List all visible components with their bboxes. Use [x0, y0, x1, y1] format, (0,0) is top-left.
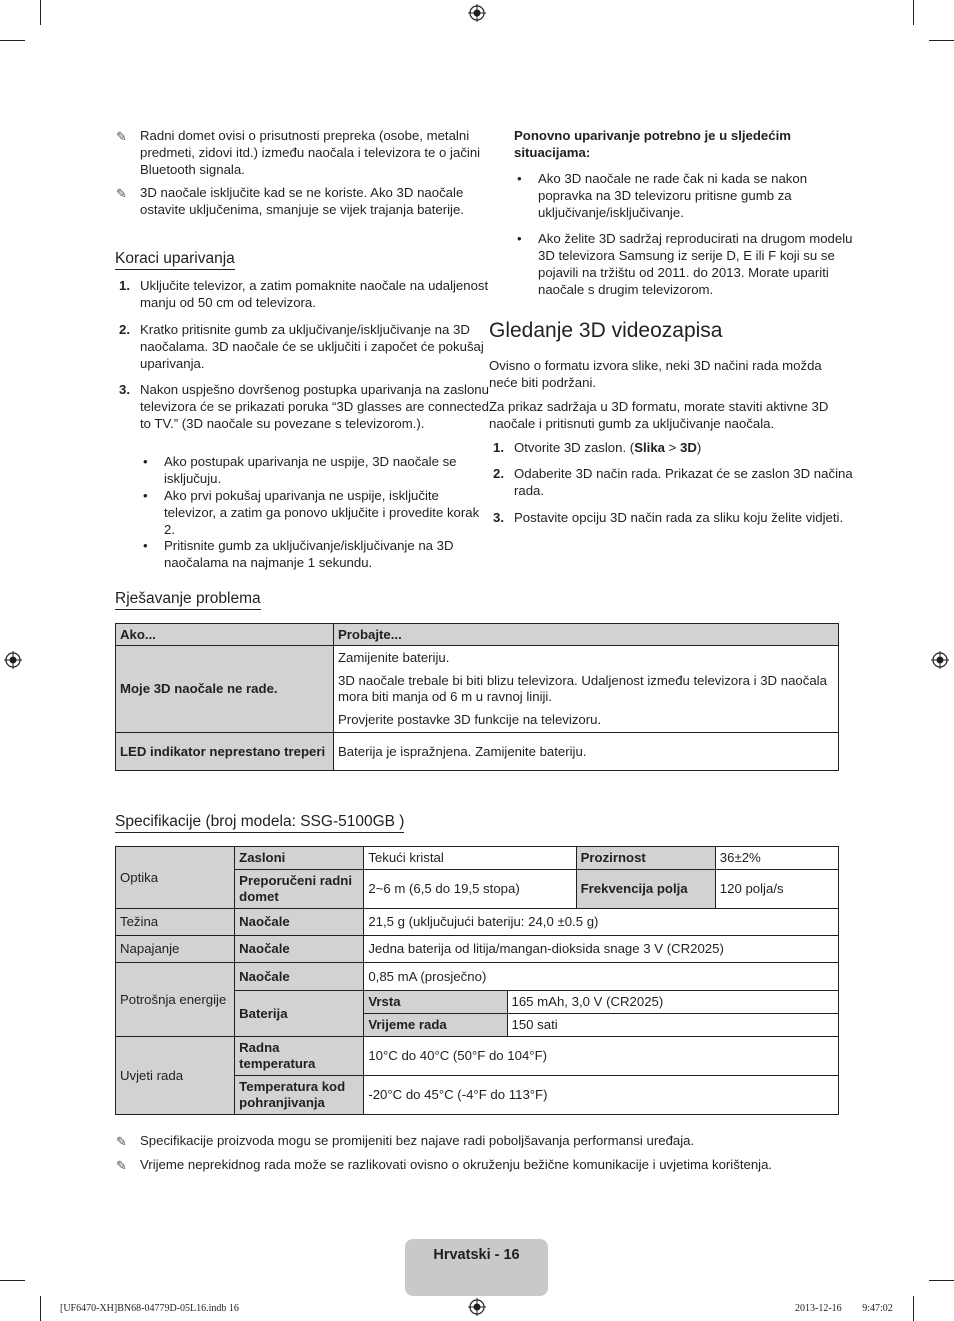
spec-label: Zasloni [235, 847, 364, 870]
spec-category: Uvjeti rada [116, 1037, 235, 1115]
registration-mark-icon [4, 651, 22, 669]
crop-mark [913, 1296, 914, 1321]
crop-mark [0, 40, 25, 41]
print-slug-right: 2013-12-16 ￿￿ 9:47:02 [795, 1303, 893, 1314]
crop-mark [913, 0, 914, 25]
solution-cell: Zamijenite bateriju. 3D naočale trebale bi biti blizu televizora. Udaljenost između televizora i 3D naočala mora biti manja od 6 m u ravnoj liniji. Provjerite postavke 3D funkcije na televizoru. [334, 646, 839, 733]
bullet-text: Ako postupak uparivanja ne uspije, 3D naočale se isključuju. [164, 454, 457, 486]
step-number: 2. [119, 322, 130, 337]
watching-paragraph: Za prikaz sadržaja u 3D formatu, morate staviti aktivne 3D naočale i pritisnuti gumb za uključivanje naočala. [489, 399, 829, 431]
watching-step [489, 509, 864, 526]
spec-label: Prozirnost [576, 847, 715, 870]
print-slug-left: [UF6470-XH]BN68-04779D-05L16.indb 16 [60, 1303, 239, 1314]
pairing-step [115, 277, 490, 311]
step-text: Nakon uspješno dovršenog postupka uparivanja na zaslonu televizora će se prikazati poruka “3D glasses are connected to TV.” (3D naočale su povezane s televizorom.). [140, 382, 489, 431]
solution-cell: Baterija je ispražnjena. Zamijenite bateriju. [334, 733, 839, 771]
note-text: Vrijeme neprekidnog rada može se razlikovati ovisno o okruženju bežične komunikacije i uvjetima korištenja. [140, 1157, 773, 1172]
menu-slika: Slika [634, 440, 665, 455]
section-title-pairing: Koraci uparivanja [115, 249, 235, 270]
spec-sublabel: Vrijeme rada [364, 1014, 507, 1037]
spec-value: 21,5 g (uključujući bateriju: 24,0 ±0.5 g) [364, 909, 839, 936]
pairing-step [115, 381, 490, 432]
crop-mark [40, 0, 41, 25]
spec-label: Frekvencija polja [576, 870, 715, 909]
repair-heading: Ponovno uparivanje potrebno je u sljedećim situacijama: [514, 128, 791, 160]
spec-value: 10°C do 40°C (50°F do 104°F) [364, 1037, 839, 1076]
section-title-specs: Specifikacije (broj modela: SSG-5100GB ) [115, 812, 404, 833]
registration-mark-icon [468, 1298, 486, 1316]
spec-value: Tekući kristal [364, 847, 576, 870]
note-text: Radni domet ovisi o prisutnosti prepreka (osobe, metalni predmeti, zidovi itd.) između naočala i televizora te o jačini Bluetooth signala. [140, 128, 481, 177]
note-item [116, 1132, 860, 1149]
spec-label: Naočale [235, 936, 364, 963]
repair-bullet: • Ako 3D naočale ne rade čak ni kada se nakon popravka na 3D televizoru pritisne gumb za uključivanje/isključivanje. [517, 171, 808, 220]
step-text: Uključite televizor, a zatim pomaknite naočale na udaljenost manju od 50 cm od televizora. [140, 278, 489, 310]
spec-label: Naočale [235, 963, 364, 991]
spec-value: 2~6 m (6,5 do 19,5 stopa) [364, 870, 576, 909]
repair-bullet: • Ako želite 3D sadržaj reproducirati na drugom modelu 3D televizora Samsung iz serije D, E ili F koji su se pojavili na tržištu od 2011. do 2013. Morate upariti naočale s drugim televizorom. [517, 231, 853, 297]
pairing-bullet: • Ako postupak uparivanja ne uspije, 3D naočale se isključuju. [143, 454, 457, 486]
crop-mark [0, 1280, 25, 1281]
note-text: Specifikacije proizvoda mogu se promijeniti bez najave radi poboljšavanja performansi uređaja. [140, 1133, 695, 1148]
spec-category: Napajanje [116, 936, 235, 963]
step-text: Odaberite 3D način rada. Prikazat će se zaslon 3D načina rada. [514, 466, 853, 498]
spec-value: Jedna baterija od litija/mangan-dioksida snage 3 V (CR2025) [364, 936, 839, 963]
spec-value: 165 mAh, 3,0 V (CR2025) [507, 991, 838, 1014]
crop-mark [929, 40, 954, 41]
bullet-text: Ako želite 3D sadržaj reproducirati na drugom modelu 3D televizora Samsung iz serije D, E ili F koji su se pojavili na tržištu od 2011. do 2013. Morate upariti naočale s drugim televizorom. [538, 231, 853, 297]
note-item [116, 127, 490, 178]
pencil-note-icon: ✎ [116, 186, 127, 201]
registration-mark-icon [931, 651, 949, 669]
pairing-bullet: • Ako prvi pokušaj uparivanja ne uspije, isključite televizor, a zatim ga ponovo uključite i provedite korak 2. [143, 488, 480, 537]
note-item [116, 184, 490, 218]
spec-label: Temperatura kod pohranjivanja [235, 1076, 364, 1115]
page-number-tab [405, 1239, 548, 1296]
step-number: 2. [493, 466, 504, 481]
note-text: 3D naočale isključite kad se ne koriste. Ako 3D naočale ostavite uključenima, smanjuje se vijek trajanja baterije. [140, 185, 464, 217]
spec-category: Težina [116, 909, 235, 936]
pairing-bullet: • Pritisnite gumb za uključivanje/isključivanje na 3D naočalama na najmanje 1 sekundu. [143, 538, 454, 570]
crop-mark [40, 1296, 41, 1321]
spec-label: Radna temperatura [235, 1037, 364, 1076]
spec-value: 36±2% [715, 847, 838, 870]
step-number: 1. [119, 278, 130, 293]
crop-mark [929, 1280, 954, 1281]
section-title-troubleshoot: Rješavanje problema [115, 589, 261, 610]
spec-value: 150 sati [507, 1014, 838, 1037]
problem-cell: LED indikator neprestano treperi [116, 733, 334, 771]
page-label: Hrvatski - 16 [433, 1247, 520, 1263]
troubleshoot-table [115, 623, 839, 771]
pencil-note-icon: ✎ [116, 1158, 127, 1173]
note-item [116, 1156, 860, 1173]
step-number: 3. [119, 382, 130, 397]
spec-category: Optika [116, 847, 235, 909]
watching-step [489, 465, 864, 499]
bullet-text: Ako 3D naočale ne rade čak ni kada se nakon popravka na 3D televizoru pritisne gumb za uključivanje/isključivanje. [538, 171, 808, 220]
spec-label: Baterija [235, 991, 364, 1037]
spec-value: 0,85 mA (prosječno) [364, 963, 839, 991]
section-title-watching: Gledanje 3D videozapisa [489, 319, 723, 342]
specs-table [115, 846, 839, 1115]
bullet-text: Ako prvi pokušaj uparivanja ne uspije, isključite televizor, a zatim ga ponovo uključite i provedite korak 2. [164, 488, 480, 537]
step-text: Kratko pritisnite gumb za uključivanje/isključivanje na 3D naočalama. 3D naočale će se uključiti i započet će pokušaj uparivanja. [140, 322, 484, 371]
pencil-note-icon: ✎ [116, 1134, 127, 1149]
column-header: Ako... [116, 624, 334, 646]
pencil-note-icon: ✎ [116, 129, 127, 144]
step-number: 1. [493, 440, 504, 455]
step-number: 3. [493, 510, 504, 525]
column-header: Probajte... [334, 624, 839, 646]
spec-label: Naočale [235, 909, 364, 936]
step-text: Postavite opciju 3D način rada za sliku koju želite vidjeti. [514, 510, 844, 525]
registration-mark-icon [468, 4, 486, 22]
spec-sublabel: Vrsta [364, 991, 507, 1014]
spec-label: Preporučeni radni domet [235, 870, 364, 909]
problem-cell: Moje 3D naočale ne rade. [116, 646, 334, 733]
pairing-step [115, 321, 490, 372]
bullet-text: Pritisnite gumb za uključivanje/isključivanje na 3D naočalama na najmanje 1 sekundu. [164, 538, 454, 570]
spec-value: -20°C do 45°C (-4°F do 113°F) [364, 1076, 839, 1115]
watching-step: 1. Otvorite 3D zaslon. (Slika > 3D) [493, 440, 702, 455]
watching-paragraph: Ovisno o formatu izvora slike, neki 3D načini rada možda neće biti podržani. [489, 358, 822, 390]
menu-3d: 3D [680, 440, 697, 455]
spec-value: 120 polja/s [715, 870, 838, 909]
spec-category: Potrošnja energije [116, 963, 235, 1037]
